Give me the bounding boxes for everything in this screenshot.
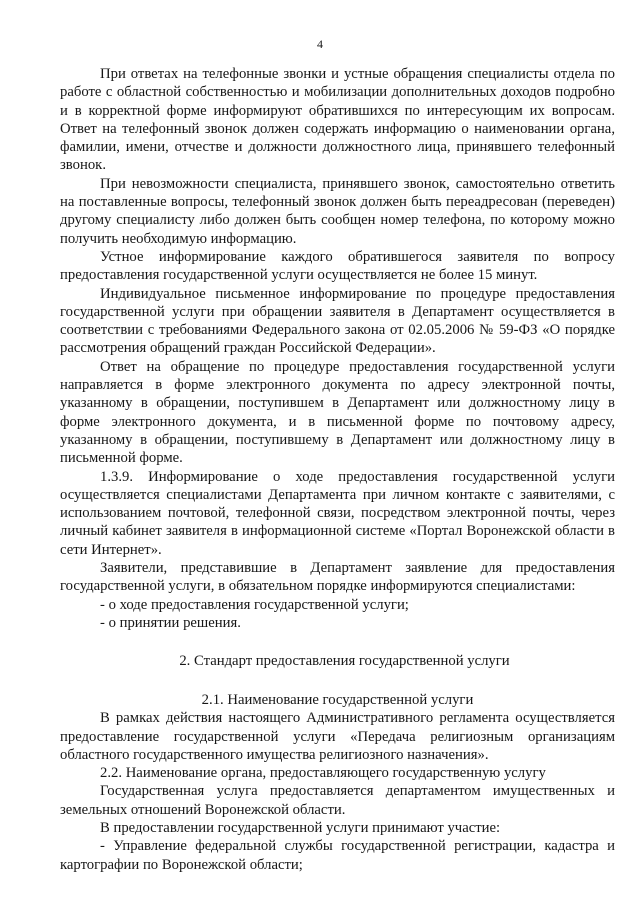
section-title: 2. Стандарт предоставления государственной услуги xyxy=(179,653,510,670)
list-item: - Управление федеральной службы государственной регистрации, кадастра и картографии по Воронежской области; xyxy=(60,838,615,873)
paragraph: Устное информирование каждого обратившегося заявителя по вопросу предоставления государственной услуги осуществляется не более 15 минут. xyxy=(60,248,615,284)
list-item: - о ходе предоставления государственной услуги; xyxy=(100,596,409,613)
paragraph: При невозможности специалиста, принявшего звонок, самостоятельно ответить на поставленные вопросы, телефонный звонок должен быть переадресован (переведен) другому специалисту либо должен быть сообщен номер телефона, по которому можно получить необходимую информацию. xyxy=(60,175,615,247)
document-body xyxy=(60,65,615,874)
paragraph: Заявители, представившие в Департамент заявление для предоставления государственной услуги, в обязательном порядке информируются специалистами: xyxy=(60,560,615,595)
paragraph: Государственная услуга предоставляется департаментом имущественных и земельных отношений Воронежской области. xyxy=(60,783,615,818)
paragraph: Ответ на обращение по процедуре предоставления государственной услуги направляется в форме электронного документа по адресу электронной почты, указанному в обращении, поступившем в Департамент или должностному лицу в форме электронного документа, и в письменной форме по почтовому адресу, указанному в обращении, поступившему в Департамент или должностному лицу в письменной форме. xyxy=(60,358,615,467)
page-number: 4 xyxy=(317,37,323,51)
subsection-heading: 2.2. Наименование органа, предоставляющего государственную услугу xyxy=(100,765,546,782)
paragraph: В рамках действия настоящего Административного регламента осуществляется предоставление государственной услуги «Передача религиозным организациям областного государственного имущества религиозного назначения». xyxy=(60,710,615,763)
list-item: - о принятии решения. xyxy=(100,614,241,631)
paragraph: Индивидуальное письменное информирование по процедуре предоставления государственной услуги при обращении заявителя в Департамент осуществляется в соответствии с требованиями Федерального закона от 02.05.2006 № 59-ФЗ «О порядке рассмотрения обращений граждан Российской Федерации». xyxy=(60,285,615,357)
subsection-title: 2.1. Наименование государственной услуги xyxy=(201,692,474,709)
paragraph: При ответах на телефонные звонки и устные обращения специалисты отдела по работе с областной собственностью и мобилизации дополнительных доходов подробно и в корректной форме информируют обратившихся по интересующим их вопросам. Ответ на телефонный звонок должен содержать информацию о наименовании органа, фамилии, имени, отчестве и должности должностного лица, принявшего телефонный звонок. xyxy=(60,66,615,174)
paragraph: В предоставлении государственной услуги принимают участие: xyxy=(100,819,501,836)
paragraph: 1.3.9. Информирование о ходе предоставления государственной услуги осуществляется специалистами Департамента при личном контакте с заявителями, с использованием почтовой, телефонной связи, посредством электронной почты, через личный кабинет заявителя в информационной системе «Портал Воронежской области в сети Интернет». xyxy=(60,468,615,558)
